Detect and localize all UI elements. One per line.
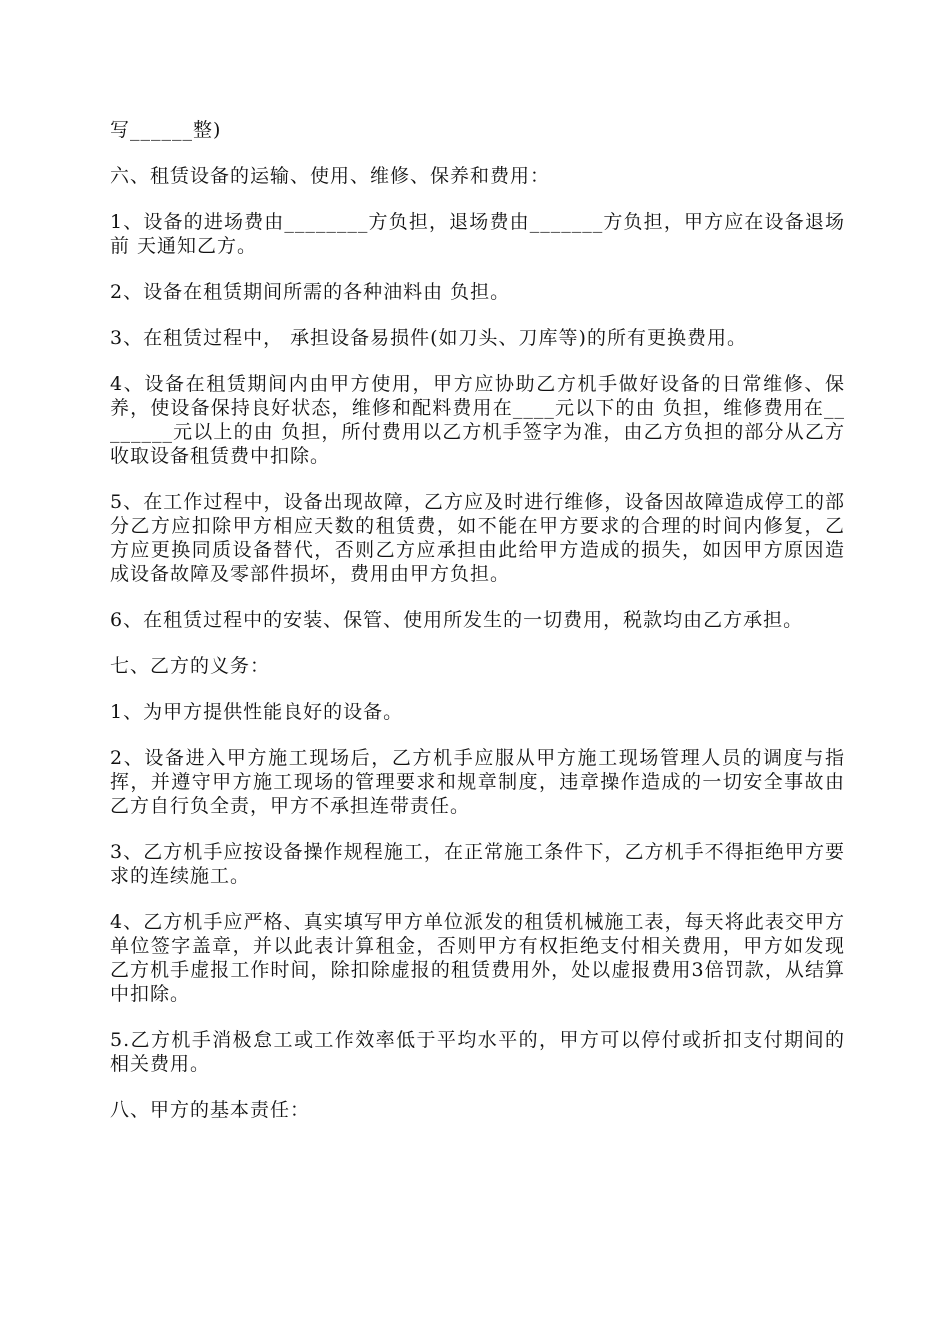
section-heading-6: 六、租赁设备的运输、使用、维修、保养和费用： (110, 165, 551, 187)
paragraph-continuation: 写______整) (110, 119, 222, 141)
clause-6-3: 3、在租赁过程中， 承担设备易损件(如刀头、刀库等)的所有更换费用。 (110, 327, 747, 349)
clause-7-4: 4、乙方机手应严格、真实填写甲方单位派发的租赁机械施工表，每天将此表交甲方单位签字盖章，并以此表计算租金，否则甲方有权拒绝支付相关费用，甲方如发现乙方机手虚报工作时间，除扣除虚报的租赁费用外，处以虚报费用3倍罚款，从结算中扣除。 (110, 911, 845, 1005)
clause-7-3: 3、乙方机手应按设备操作规程施工，在正常施工条件下，乙方机手不得拒绝甲方要求的连续施工。 (110, 841, 845, 887)
clause-6-2: 2、设备在租赁期间所需的各种油料由 负担。 (110, 281, 511, 303)
clause-7-1: 1、为甲方提供性能良好的设备。 (110, 701, 404, 723)
section-heading-7: 七、乙方的义务： (110, 655, 271, 677)
clause-7-5: 5.乙方机手消极怠工或工作效率低于平均水平的，甲方可以停付或折扣支付期间的相关费用。 (110, 1029, 845, 1075)
clause-6-1: 1、设备的进场费由________方负担，退场费由_______方负担，甲方应在设备退场前 天通知乙方。 (110, 211, 845, 257)
clause-6-6: 6、在租赁过程中的安装、保管、使用所发生的一切费用，税款均由乙方承担。 (110, 609, 804, 631)
clause-6-5: 5、在工作过程中，设备出现故障，乙方应及时进行维修，设备因故障造成停工的部分乙方应扣除甲方相应天数的租赁费，如不能在甲方要求的合理的时间内修复，乙方应更换同质设备替代，否则乙方应承担由此给甲方造成的损失，如因甲方原因造成设备故障及零部件损坏，费用由甲方负担。 (110, 491, 845, 585)
document-page (110, 118, 845, 1144)
clause-6-4: 4、设备在租赁期间内由甲方使用，甲方应协助乙方机手做好设备的日常维修、保养，使设备保持良好状态，维修和配料费用在____元以下的由 负担，维修费用在________元以上的由 负担，所付费用以乙方机手签字为准，由乙方负担的部分从乙方收取设备租赁费中扣除。 (110, 373, 845, 467)
section-heading-8: 八、甲方的基本责任： (110, 1099, 311, 1121)
clause-7-2: 2、设备进入甲方施工现场后，乙方机手应服从甲方施工现场管理人员的调度与指挥，并遵守甲方施工现场的管理要求和规章制度，违章操作造成的一切安全事故由乙方自行负全责，甲方不承担连带责任。 (110, 747, 845, 817)
